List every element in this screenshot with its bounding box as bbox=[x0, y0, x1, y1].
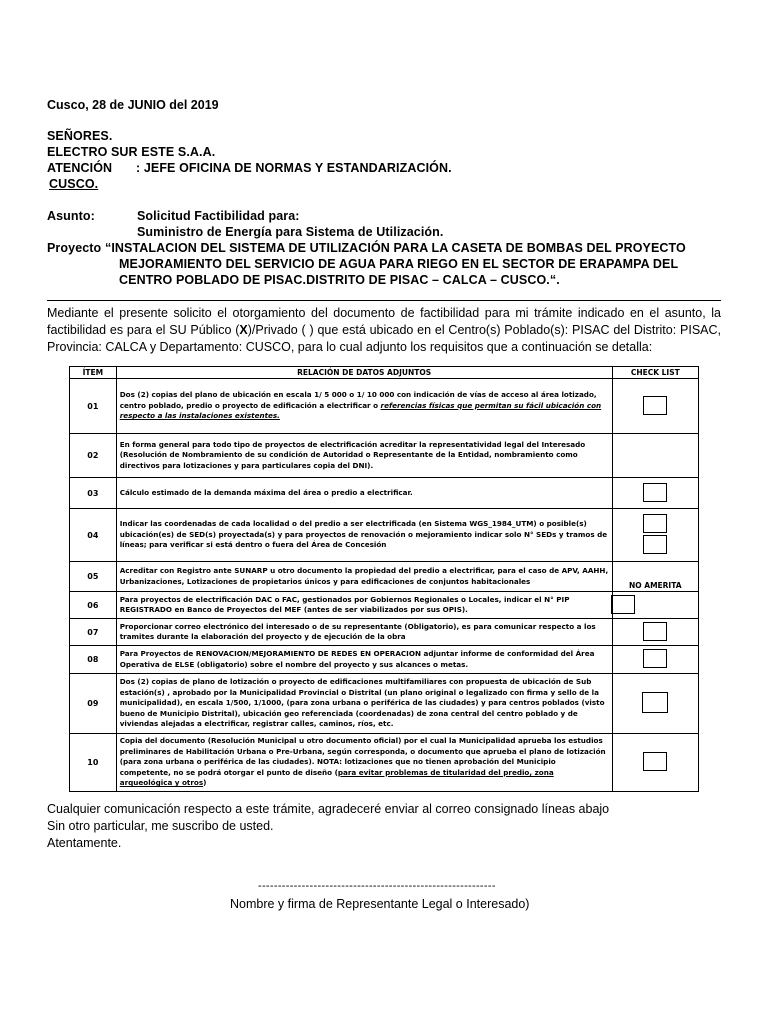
intro-paragraph bbox=[47, 305, 721, 356]
item-number: 06 bbox=[70, 592, 117, 619]
checkbox[interactable] bbox=[643, 535, 667, 554]
header-description: RELACIÓN DE DATOS ADJUNTOS bbox=[116, 367, 612, 379]
table-row bbox=[70, 734, 699, 792]
item-description: Para Proyectos de RENOVACION/MEJORAMIENTO DE REDES EN OPERACION adjuntar informe de conformidad del Área Operativa de ELSE (obligatorio) sobre el nombre del proyecto y sus alcances o metas. bbox=[116, 646, 612, 674]
table-row bbox=[70, 646, 699, 674]
project-label: Proyecto bbox=[47, 241, 102, 255]
item-description: Cálculo estimado de la demanda máxima del área o predio a electrificar. bbox=[116, 478, 612, 509]
item-number: 08 bbox=[70, 646, 117, 674]
item-number: 10 bbox=[70, 734, 117, 792]
attention-label: ATENCIÓN bbox=[47, 161, 113, 175]
checkbox[interactable] bbox=[643, 622, 667, 641]
intro-text-2: )/Privado ( ) que está ubicado en el Centro(s) Poblado(s): PISAC del Distrito: PISAC, Provincia: CALCA y Departamento: CUSCO, para lo cual adjunto los requisitos que a continuación se detalla: bbox=[47, 323, 721, 354]
project-line2: MEJORAMIENTO DEL SERVICIO DE AGUA PARA RIEGO EN EL SECTOR DE ERAPAMPA DEL bbox=[119, 257, 679, 271]
item-underlined-text: para evitar problemas de titularidad del predio, zona arqueológica y otros bbox=[119, 767, 554, 788]
subject-line2: Suministro de Energía para Sistema de Utilización. bbox=[137, 225, 444, 239]
closing-block bbox=[47, 801, 609, 852]
closing-line3: Atentamente. bbox=[47, 836, 122, 850]
item-description: En forma general para todo tipo de proyectos de electrificación acreditar la representatividad legal del Interesado (Resolución de Nombramiento de su condición de Autoridad o Representante de la Entidad, nombramiento como directivos para lotizaciones y para particulares copia del DNI). bbox=[116, 434, 612, 478]
item-number: 04 bbox=[70, 509, 117, 562]
checkbox[interactable] bbox=[643, 483, 667, 502]
checkbox[interactable] bbox=[611, 595, 635, 614]
letter-date: Cusco, 28 de JUNIO del 2019 bbox=[47, 98, 219, 112]
item-description: Dos (2) copias de plano de lotización o proyecto de edificaciones multifamiliares con propuesta de ubicación de Sub estación(s) , aprobado por la Municipalidad Provincial o Distrital (un plano original o legalizado con firma y sello de la municipalidad), en escala 1/500, 1/1000, (para zona urbana o periférica de las ciudades) y para centros poblados (visto bueno de Municipio Distrital), ubicación geo referenciada (coordenadas) de zona central del centro poblado y de viviendas alejadas a electrificar, registrar calles, caminos, ríos, etc. bbox=[116, 674, 612, 734]
subject-line1: Solicitud Factibilidad para: bbox=[137, 209, 300, 223]
item-number: 07 bbox=[70, 619, 117, 646]
intro-text-1: Mediante el presente solicito el otorgamiento del documento de factibilidad para mi trámite indicado en el asunto, la factibilidad es para el SU Público ( bbox=[47, 306, 721, 337]
table-row bbox=[70, 619, 699, 646]
checklist-cell bbox=[612, 592, 698, 619]
item-number: 02 bbox=[70, 434, 117, 478]
item-number: 05 bbox=[70, 562, 117, 592]
closing-line2: Sin otro particular, me suscribo de usted. bbox=[47, 819, 274, 833]
checklist-cell bbox=[612, 478, 698, 509]
header-checklist: CHECK LIST bbox=[612, 367, 698, 379]
addressee-city: CUSCO. bbox=[49, 177, 99, 191]
public-mark: X bbox=[239, 323, 248, 337]
item-description: Acreditar con Registro ante SUNARP u otro documento la propiedad del predio a electrificar, para el caso de APV, AAHH, Urbanizaciones, Lotizaciones de propietarios únicos y para edificaciones de conjuntos habitacionales bbox=[116, 562, 612, 592]
checkbox[interactable] bbox=[643, 396, 667, 415]
item-description bbox=[116, 734, 612, 792]
table-row bbox=[70, 592, 699, 619]
requirements-table bbox=[69, 366, 699, 792]
checklist-status: NO AMERITA bbox=[612, 562, 698, 592]
checkbox[interactable] bbox=[642, 692, 668, 713]
item-description: Indicar las coordenadas de cada localidad o del predio a ser electrificada (en Sistema WGS_1984_UTM) o posible(s) ubicación(es) de SED(s) proyectada(s) y para proyectos de renovación o mejoramiento indicar solo N° SEDs y tramos de líneas; para verificar si está dentro o fuera del Área de Concesión bbox=[116, 509, 612, 562]
addressee-company: ELECTRO SUR ESTE S.A.A. bbox=[47, 145, 216, 159]
table-row bbox=[70, 674, 699, 734]
table-row bbox=[70, 509, 699, 562]
item-text-tail: ) bbox=[203, 778, 207, 788]
project-line3: CENTRO POBLADO DE PISAC.DISTRITO DE PISAC – CALCA – CUSCO.“. bbox=[119, 273, 560, 287]
table-row bbox=[70, 434, 699, 478]
checklist-cell bbox=[612, 434, 698, 478]
item-underlined-text: referencias físicas que permitan su fácil ubicación con respecto a las instalaciones existentes. bbox=[119, 400, 602, 421]
checklist-cell bbox=[612, 379, 698, 434]
closing-line1: Cualquier comunicación respecto a este trámite, agradeceré enviar al correo consignado líneas abajo bbox=[47, 802, 610, 816]
checklist-cell bbox=[612, 674, 698, 734]
table-row bbox=[70, 478, 699, 509]
item-description: Para proyectos de electrificación DAC o FAC, gestionados por Gobiernos Regionales o Locales, indicar el N° PIP REGISTRADO en Banco de Proyectos del MEF (antes de ser viabilizados por sus OPIS). bbox=[116, 592, 612, 619]
signature-caption: Nombre y firma de Representante Legal o Interesado) bbox=[230, 897, 530, 911]
checkbox[interactable] bbox=[643, 514, 667, 533]
checklist-cell bbox=[612, 646, 698, 674]
item-number: 01 bbox=[70, 379, 117, 434]
separator-line bbox=[47, 300, 721, 301]
attention-value: : JEFE OFICINA DE NORMAS Y ESTANDARIZACIÓN. bbox=[136, 161, 452, 175]
checklist-cell bbox=[612, 509, 698, 562]
addressee-line1: SEÑORES. bbox=[47, 129, 113, 143]
signature-line: ------------------------------------------------------------ bbox=[258, 880, 496, 892]
item-text: Copia del documento (Resolución Municipal u otro documento oficial) por el cual la Municipalidad aprueba los estudios preliminares de Habilitación Urbana o Pre-Urbana, según corresponda, o documento que aprueba el plano de lotización (para zona urbana o periférica de las ciudades). NOTA: lotizaciones que no tienen aprobación del Municipio competente, no se podrá otorgar el punto de diseño ( bbox=[119, 736, 606, 777]
table-row bbox=[70, 562, 699, 592]
item-number: 03 bbox=[70, 478, 117, 509]
item-description: Proporcionar correo electrónico del interesado o de su representante (Obligatorio), es para comunicar respecto a los tramites durante la elaboración del proyecto y de ejecución de la obra bbox=[116, 619, 612, 646]
item-text: Dos (2) copias del plano de ubicación en escala 1/ 5 000 o 1/ 10 000 con indicación de vías de acceso al área lotizado, centro poblado, predio o proyecto de edificación a electrificar o bbox=[119, 390, 597, 410]
checklist-cell bbox=[612, 734, 698, 792]
table-row bbox=[70, 379, 699, 434]
subject-label: Asunto: bbox=[47, 209, 95, 223]
checkbox[interactable] bbox=[643, 649, 667, 668]
item-description bbox=[116, 379, 612, 434]
project-line1: “INSTALACION DEL SISTEMA DE UTILIZACIÓN PARA LA CASETA DE BOMBAS DEL PROYECTO bbox=[105, 241, 686, 255]
header-item: ÍTEM bbox=[70, 367, 117, 379]
item-number: 09 bbox=[70, 674, 117, 734]
checkbox[interactable] bbox=[643, 752, 667, 771]
checklist-cell bbox=[612, 619, 698, 646]
